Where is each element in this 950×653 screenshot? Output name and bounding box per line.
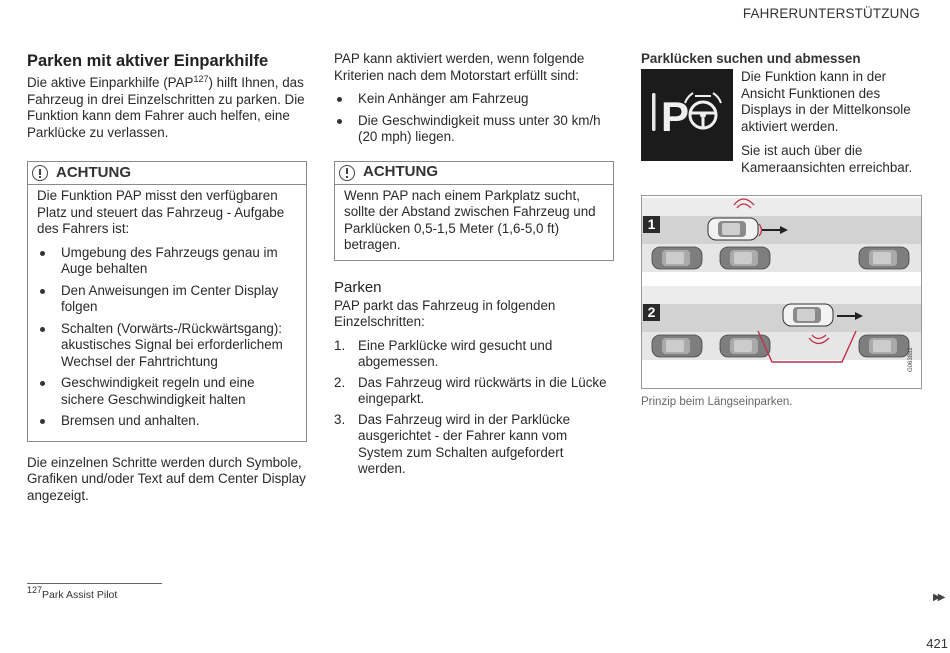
steps-list	[334, 338, 614, 478]
outro-paragraph: Die einzelnen Schritte werden durch Symbole, Grafiken und/oder Text auf dem Center Display angezeigt.	[27, 454, 306, 503]
criteria-intro: PAP kann aktiviert werden, wenn folgende Kriterien nach dem Motorstart erfüllt sind:	[334, 51, 585, 83]
warning-body	[335, 185, 613, 260]
list-item: Geschwindigkeit regeln und eine sichere Geschwindigkeit halten	[37, 375, 296, 408]
diagram-code: G063882	[908, 347, 914, 372]
list-item: Schalten (Vorwärts-/Rückwärtsgang): akustisches Signal bei erforderlichem Wechsel der Fahrtrichtung	[37, 321, 296, 371]
warning-list	[37, 245, 296, 430]
list-item: Umgebung des Fahrzeugs genau im Auge behalten	[37, 245, 296, 278]
footnote-text: Park Assist Pilot	[42, 589, 118, 601]
thumbnail-row	[641, 69, 922, 176]
subsection-title: Parklücken suchen und abmessen	[641, 51, 861, 66]
double-triangle-right-icon[interactable]: ▶▶	[933, 592, 943, 603]
subsection-title: Parken	[334, 278, 382, 296]
diagram-caption: Prinzip beim Längseinparken.	[641, 396, 793, 408]
list-item: Bremsen und anhalten.	[37, 413, 296, 430]
list-item: 1. Eine Parklücke wird gesucht und abgemessen.	[334, 337, 553, 369]
warning-label: ACHTUNG	[363, 163, 438, 181]
step-label-2: 2	[647, 304, 656, 320]
list-item: Den Anweisungen im Center Display folgen	[37, 283, 296, 316]
list-item: Kein Anhänger am Fahrzeug	[334, 91, 614, 108]
page-number: 421	[926, 636, 948, 651]
column-1	[27, 51, 307, 504]
step-label-1: 1	[647, 216, 656, 232]
camera-text: Sie ist auch über die Kameraansichten erreichbar.	[741, 143, 913, 175]
warning-body	[28, 185, 306, 441]
warning-label: ACHTUNG	[56, 163, 131, 181]
footnote-divider	[27, 583, 162, 584]
svg-text:P: P	[661, 93, 690, 140]
footnote	[27, 587, 117, 604]
warning-header	[28, 162, 306, 185]
section-title: Parken mit aktiver Einparkhilfe	[27, 52, 269, 70]
intro-paragraph: Die aktive Einparkhilfe (PAP$^{127}$) hilft Ihnen, das Fahrzeug in drei Einzelschritten zu parken. Die Funktion kann dem Fahrer auch helfen, eine Parklücke zu verlassen.	[27, 74, 305, 140]
park-assist-icon	[641, 69, 733, 161]
info-circle-icon	[339, 165, 355, 181]
list-item: 3. Das Fahrzeug wird in der Parklücke ausgerichtet - der Fahrer kann vom System zum Schalten aufgefordert werden.	[334, 411, 571, 476]
column-2	[334, 51, 614, 482]
warning-box	[27, 161, 307, 442]
warning-text: Die Funktion PAP misst den verfügbaren Platz und steuert das Fahrzeug - Aufgabe des Fahrers ist:	[37, 188, 285, 236]
running-header: FAHRERUNTERSTÜTZUNG	[742, 6, 920, 21]
criteria-list	[334, 91, 614, 146]
list-item: 2. Das Fahrzeug wird rückwärts in die Lücke eingeparkt.	[334, 374, 607, 406]
function-text: Die Funktion kann in der Ansicht Funktionen des Displays in der Mittelkonsole aktiviert werden.	[741, 69, 911, 134]
column-3	[641, 51, 922, 411]
parken-intro: PAP parkt das Fahrzeug in folgenden Einzelschritten:	[334, 297, 556, 329]
parking-diagram	[641, 195, 922, 389]
footnote-number: 127	[27, 585, 43, 595]
footnote-ref[interactable]: 127	[193, 74, 209, 84]
warning-box	[334, 161, 614, 261]
warning-header	[335, 162, 613, 185]
thumbnail-text	[741, 69, 922, 176]
info-circle-icon	[32, 165, 48, 181]
warning-text: Wenn PAP nach einem Parkplatz sucht, sollte der Abstand zwischen Fahrzeug und Parklücken 0,5-1,5 Meter (1,6-5,0 ft) betragen.	[344, 187, 596, 252]
list-item: Die Geschwindigkeit muss unter 30 km/h (20 mph) liegen.	[334, 113, 614, 146]
